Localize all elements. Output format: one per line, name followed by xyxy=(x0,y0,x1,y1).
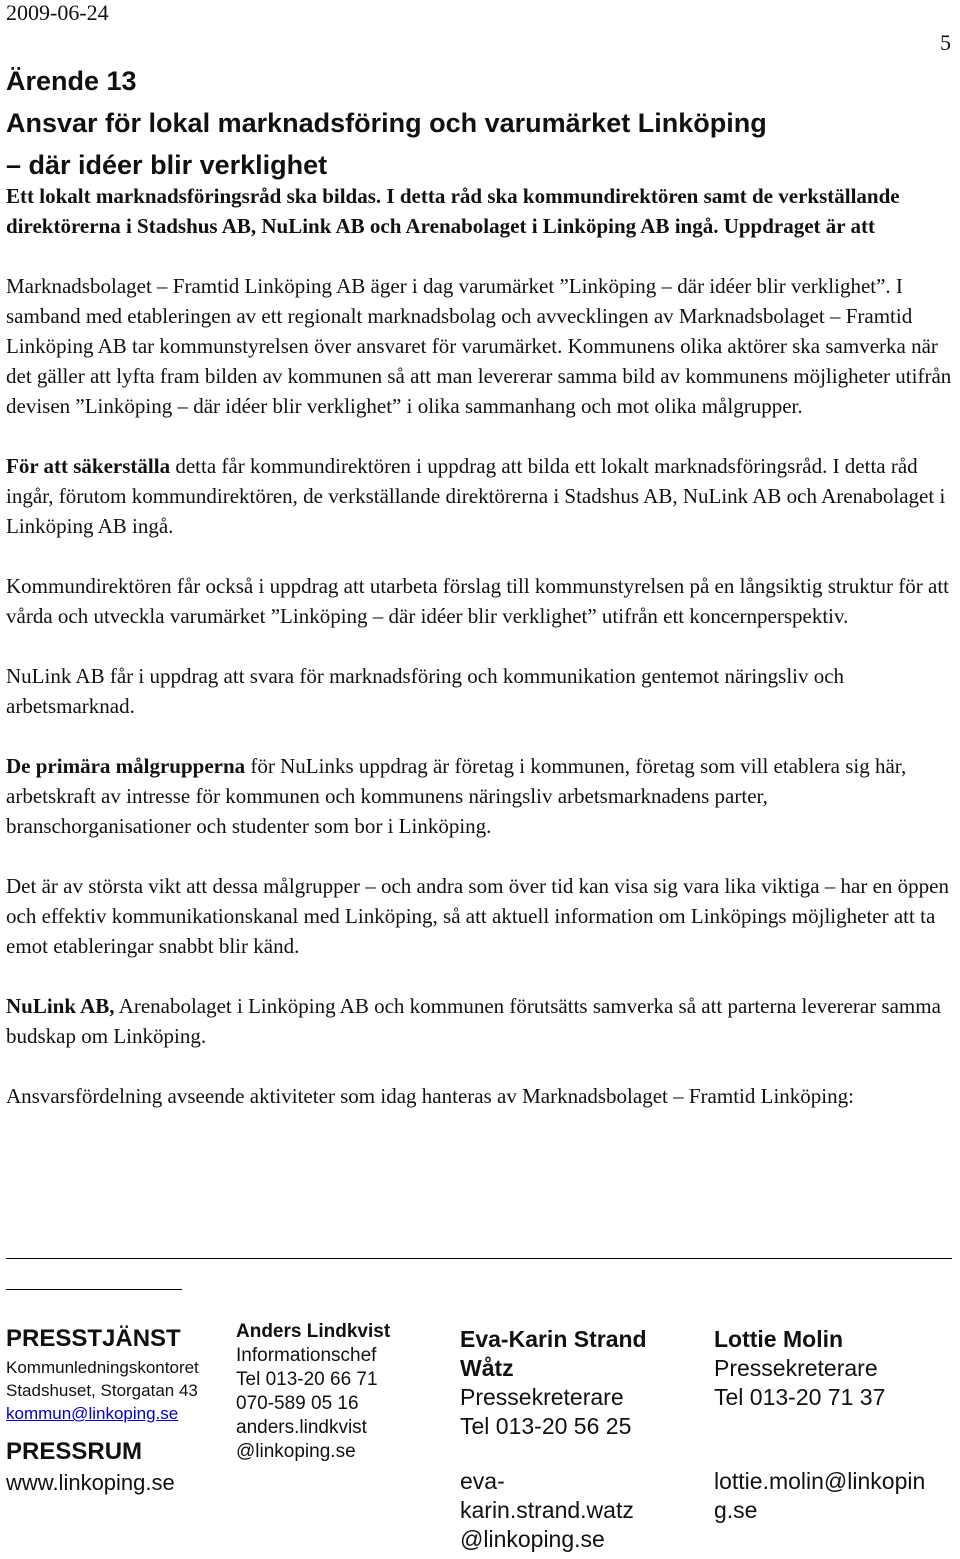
press-email-link[interactable]: kommun@linkoping.se xyxy=(6,1404,179,1423)
press-service-title: PRESSTJÄNST xyxy=(6,1325,181,1352)
paragraph-cooperation xyxy=(6,991,958,1051)
contact-anders-email-part2[interactable]: @linkoping.se xyxy=(236,1441,356,1462)
contact-eva-karin-email-part1[interactable]: eva- xyxy=(460,1468,505,1494)
paragraph-target-groups-text: för NuLinks uppdrag är företag i kommunen, företag som vill etablera sig här, arbetskraft av intresse för kommunen och kommunens näringsliv arbetsmarknadens parter, branschorganisationer och studenter som bor i Linköping. xyxy=(6,754,907,838)
paragraph-target-groups-lead: De primära målgrupperna xyxy=(6,754,246,778)
contact-lottie-email-part2[interactable]: g.se xyxy=(714,1497,758,1523)
paragraph-ensure-lead: För att säkerställa xyxy=(6,454,171,478)
contact-eva-karin-column xyxy=(460,1325,647,1554)
spacer xyxy=(6,241,958,271)
contact-lottie-email-part1[interactable]: lottie.molin@linkopin xyxy=(714,1468,926,1494)
press-website[interactable]: www.linkoping.se xyxy=(6,1470,175,1495)
press-room-title: PRESSRUM xyxy=(6,1438,143,1465)
press-address: Stadshuset, Storgatan 43 xyxy=(6,1381,198,1400)
contact-anders-name: Anders Lindkvist xyxy=(236,1321,391,1342)
contact-anders-email-part1[interactable]: anders.lindkvist xyxy=(236,1417,367,1438)
press-service-column xyxy=(6,1322,199,1497)
paragraph-importance: Det är av största vikt att dessa målgrupper – och andra som över tid kan visa sig vara lika viktiga – har en öppen och effektiv kommunikationskanal med Linköping, så att aktuell information om Linköpings möjligheter att ta emot etableringar snabbt blir känd. xyxy=(6,874,949,958)
document-date: 2009-06-24 xyxy=(6,0,109,25)
title-block xyxy=(6,60,956,186)
paragraph-cooperation-lead: NuLink AB, xyxy=(6,994,115,1018)
page-number: 5 xyxy=(940,30,951,55)
paragraph-proposal xyxy=(6,181,958,241)
separator-line-short xyxy=(6,1289,182,1290)
contact-lottie-name: Lottie Molin xyxy=(714,1326,844,1352)
contact-eva-karin-role: Pressekreterare xyxy=(460,1384,624,1410)
title-slogan: – där idéer blir verklighet xyxy=(6,150,328,180)
contact-eva-karin-name: Eva-Karin Strand xyxy=(460,1326,647,1352)
paragraph-cooperation-text: Arenabolaget i Linköping AB och kommunen förutsätts samverka så att parterna levererar samma budskap om Linköping. xyxy=(6,994,941,1048)
contact-eva-karin-name-cont: Wåtz xyxy=(460,1355,514,1381)
title-case-number: Ärende 13 xyxy=(6,66,137,96)
contact-lottie-phone: Tel 013-20 71 37 xyxy=(714,1384,886,1410)
separator-line xyxy=(6,1258,952,1259)
contact-anders-mobile: 070-589 05 16 xyxy=(236,1393,359,1414)
contact-lottie-column xyxy=(714,1325,925,1525)
contact-eva-karin-phone: Tel 013-20 56 25 xyxy=(460,1413,632,1439)
paragraph-background: Marknadsbolaget – Framtid Linköping AB äger i dag varumärket ”Linköping – där idéer blir verklighet”. I samband med etableringen av ett regionalt marknadsbolag och avvecklingen av Marknadsbolaget – Framtid Linköping AB tar kommunstyrelsen över ansvaret för varumärket. Kommunens olika aktörer ska samverka när det gäller att lyfta fram bilden av kommunen så att man levererar samma bild av kommunens möjligheter utifrån devisen ”Linköping – där idéer blir verklighet” i olika sammanhang och mot olika målgrupper. xyxy=(6,274,952,418)
paragraph-ensure xyxy=(6,451,958,541)
contact-lottie-role: Pressekreterare xyxy=(714,1355,878,1381)
paragraph-director-task: Kommundirektören får också i uppdrag att utarbeta förslag till kommunstyrelsen på en långsiktig struktur för att vårda och utveckla varumärket ”Linköping – där idéer blir verklighet” utifrån ett koncernperspektiv. xyxy=(6,574,950,628)
contact-anders-role: Informationschef xyxy=(236,1345,377,1366)
press-office: Kommunledningskontoret xyxy=(6,1358,199,1377)
paragraph-nulink-task: NuLink AB får i uppdrag att svara för marknadsföring och kommunikation gentemot näringsliv och arbetsmarknad. xyxy=(6,664,845,718)
document-body xyxy=(6,181,958,1141)
proposal-text: Ett lokalt marknadsföringsråd ska bildas. I detta råd ska kommundirektören samt de verkställande direktörerna i Stadshus AB, NuLink AB och Arenabolaget i Linköping AB ingå. Uppdraget är att xyxy=(6,184,900,238)
contact-anders-column xyxy=(236,1320,390,1464)
paragraph-responsibility: Ansvarsfördelning avseende aktiviteter som idag hanteras av Marknadsbolaget – Framtid Linköping: xyxy=(6,1084,854,1108)
contact-eva-karin-email-part3[interactable]: @linkoping.se xyxy=(460,1526,605,1552)
contact-anders-phone: Tel 013-20 66 71 xyxy=(236,1369,378,1390)
title-subject: Ansvar för lokal marknadsföring och varumärket Linköping xyxy=(6,108,767,138)
paragraph-ensure-text: detta får kommundirektören i uppdrag att bilda ett lokalt marknadsföringsråd. I detta råd ingår, förutom kommundirektören, de verkställande direktörerna i Stadshus AB, NuLink AB och Arenabolaget i Linköping AB ingå. xyxy=(6,454,946,538)
paragraph-target-groups xyxy=(6,751,958,841)
contact-eva-karin-email-part2[interactable]: karin.strand.watz xyxy=(460,1497,634,1523)
